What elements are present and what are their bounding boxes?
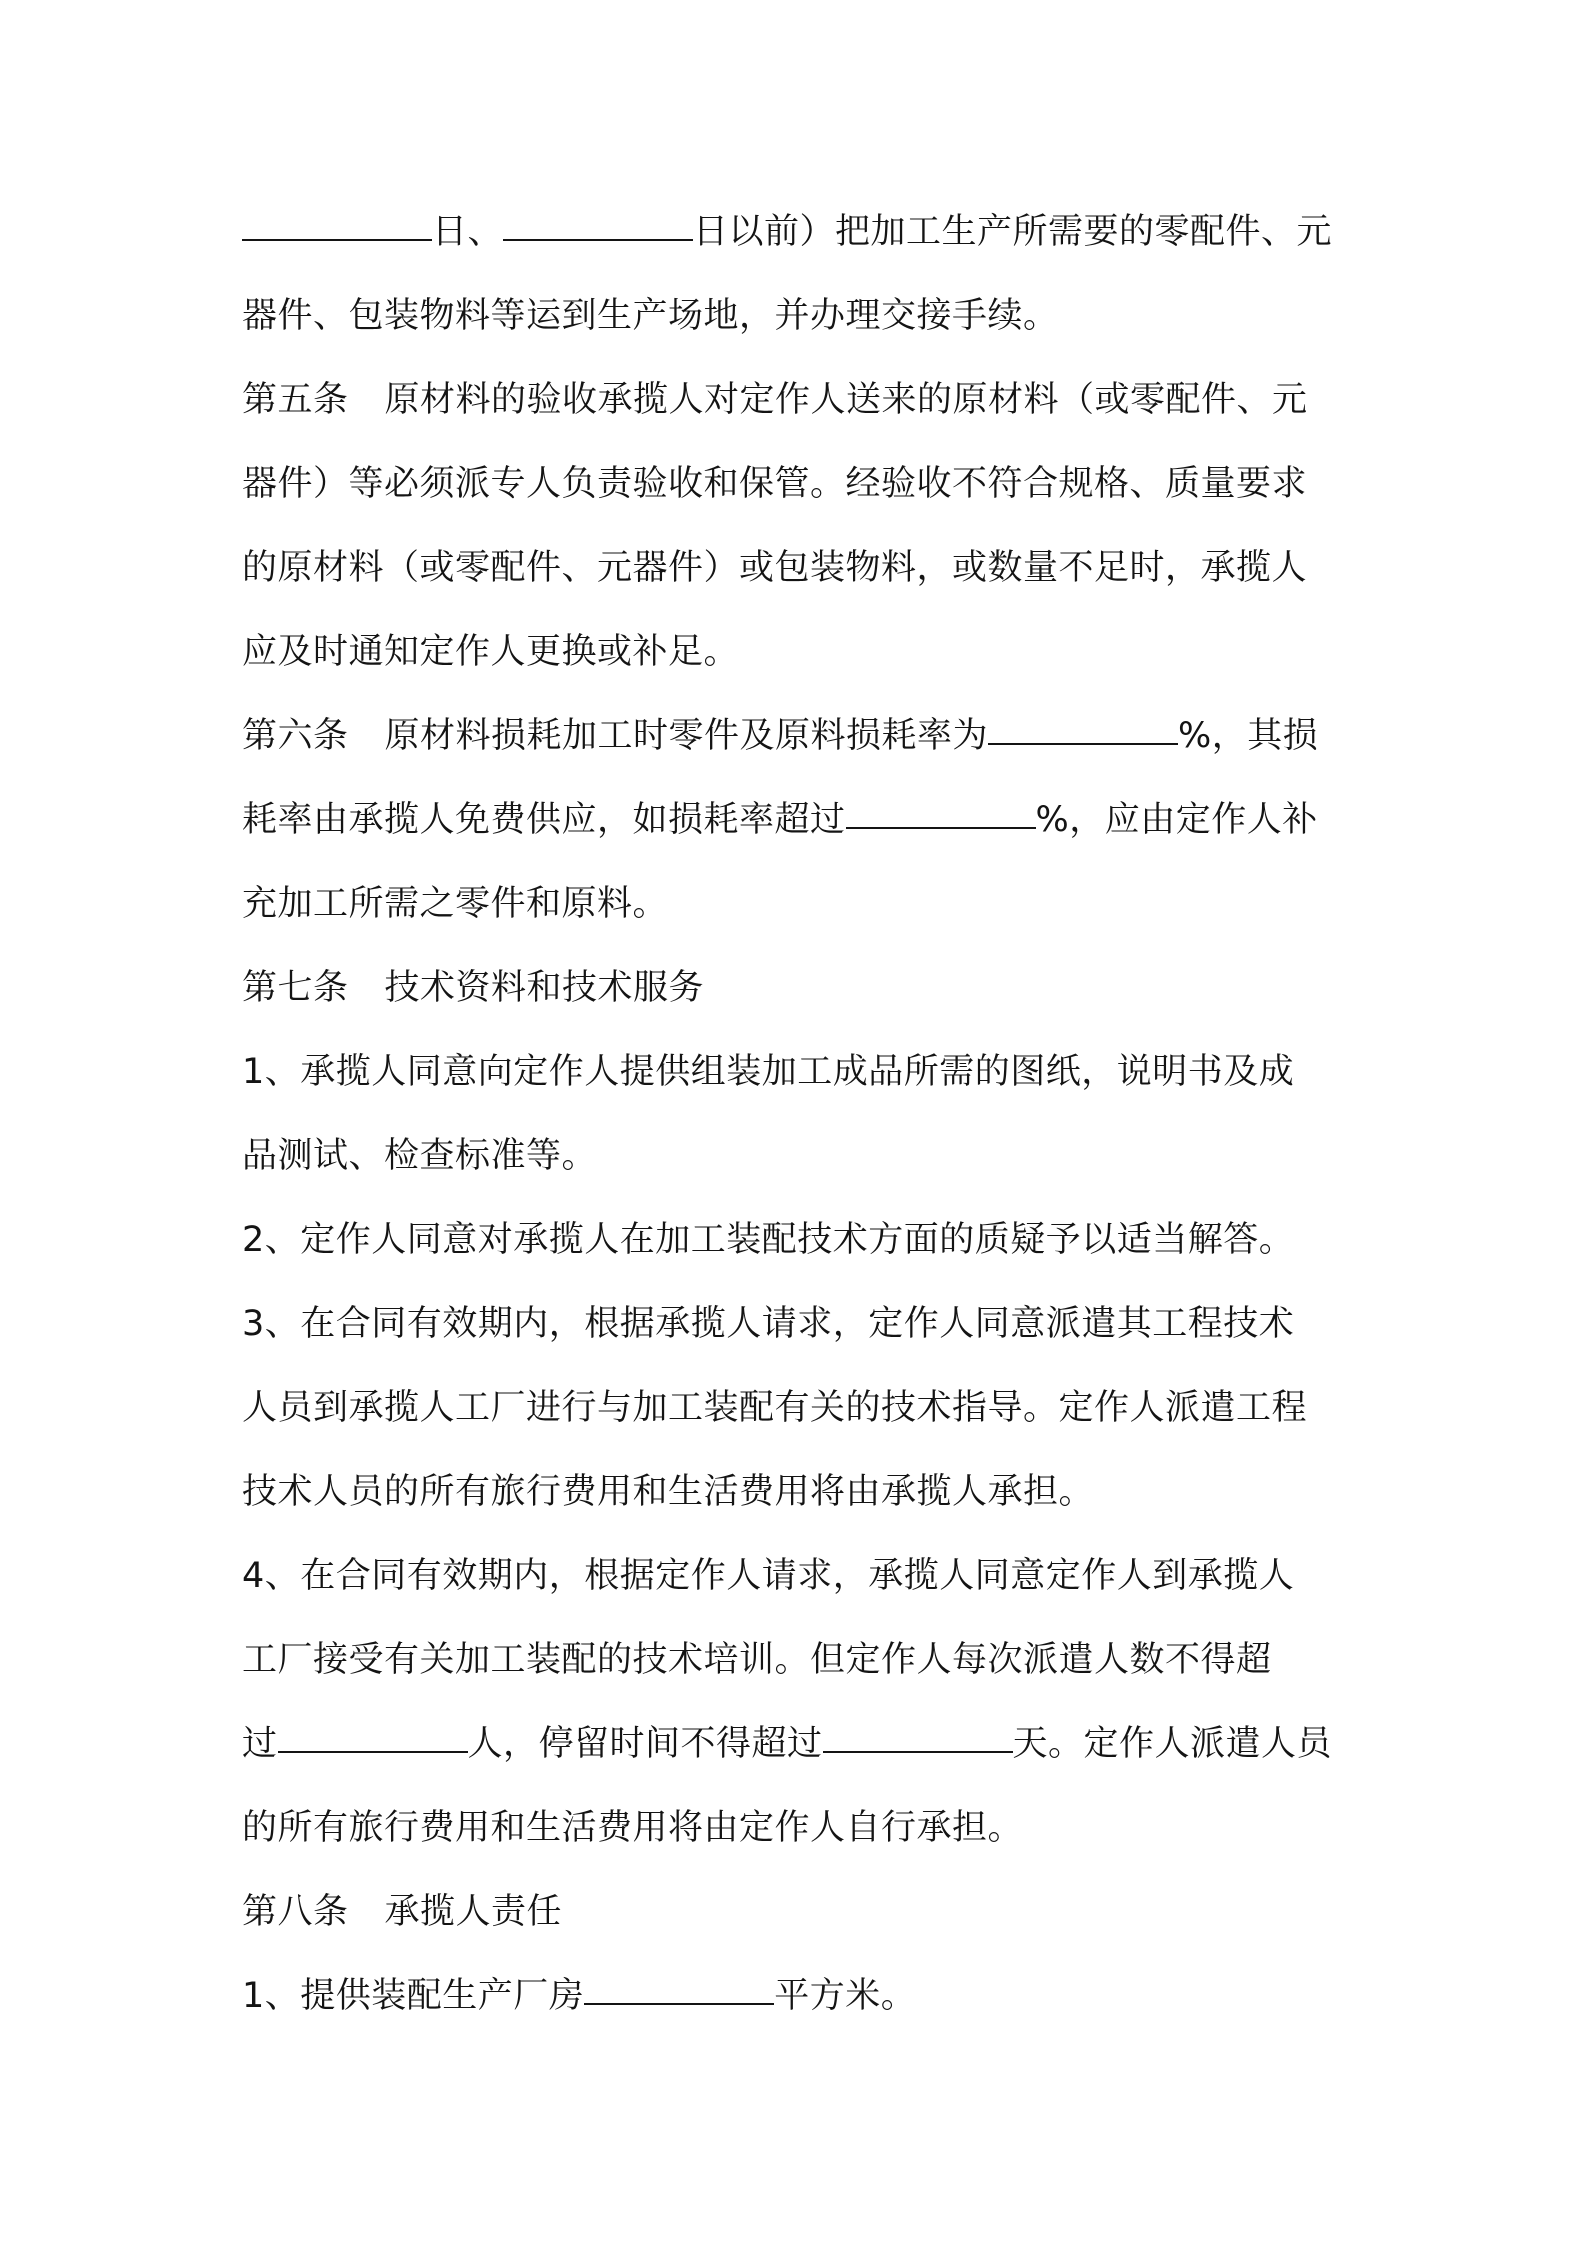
- text-line: 工厂接受有关加工装配的技术培训。但定作人每次派遣人数不得超: [242, 1640, 1272, 1680]
- text-segment: 平方米。: [774, 1976, 917, 2016]
- text-segment: %，应由定作人补: [1035, 800, 1318, 840]
- fill-blank-loss-limit: [846, 793, 1036, 829]
- article-7-heading: 第七条: [242, 968, 349, 1008]
- text-line: 器件）等必须派专人负责验收和保管。经验收不符合规格、质量要求: [242, 464, 1308, 504]
- article-7-title: 技术资料和技术服务: [384, 968, 705, 1008]
- text-line: [242, 778, 1364, 862]
- article-8-line: [242, 1870, 1364, 1954]
- article-7-line: [242, 946, 1364, 1030]
- article-8-heading: 第八条: [242, 1892, 349, 1932]
- text-segment: 原材料损耗加工时零件及原料损耗率为: [384, 716, 989, 756]
- text-line: 4、在合同有效期内，根据定作人请求，承揽人同意定作人到承揽人: [242, 1556, 1295, 1596]
- text-line: [242, 1954, 1364, 2038]
- contract-page: [242, 190, 1364, 2038]
- fill-blank-loss-rate: [988, 709, 1178, 745]
- text-line: 充加工所需之零件和原料。: [242, 884, 669, 924]
- text-line: 1、承揽人同意向定作人提供组装加工成品所需的图纸，说明书及成: [242, 1052, 1295, 1092]
- fill-blank-date: [242, 205, 432, 241]
- text-line: 品测试、检查标准等。: [242, 1136, 598, 1176]
- text-line: [242, 1702, 1364, 1786]
- text-line: 3、在合同有效期内，根据承揽人请求，定作人同意派遣其工程技术: [242, 1304, 1295, 1344]
- text-line: 的所有旅行费用和生活费用将由定作人自行承担。: [242, 1808, 1024, 1848]
- article-6-heading: 第六条: [242, 716, 349, 756]
- text-segment: 日以前）把加工生产所需要的零配件、元: [693, 212, 1333, 252]
- article-5-line: [242, 358, 1364, 442]
- text-segment: 耗率由承揽人免费供应，如损耗率超过: [242, 800, 846, 840]
- fill-blank-trainee-count: [278, 1717, 468, 1753]
- article-8-title: 承揽人责任: [384, 1892, 563, 1932]
- text-segment: 过: [242, 1724, 278, 1764]
- fill-blank-date: [503, 205, 693, 241]
- text-segment: 人，停留时间不得超过: [467, 1724, 823, 1764]
- text-line: 技术人员的所有旅行费用和生活费用将由承揽人承担。: [242, 1472, 1095, 1512]
- text-line: 的原材料（或零配件、元器件）或包装物料，或数量不足时，承揽人: [242, 548, 1308, 588]
- text-line: 2、定作人同意对承揽人在加工装配技术方面的质疑予以适当解答。: [242, 1220, 1295, 1260]
- text-segment: %，其损: [1178, 716, 1319, 756]
- text-line: 应及时通知定作人更换或补足。: [242, 632, 740, 672]
- fill-blank-floor-area: [584, 1969, 774, 2005]
- text-segment: 日、: [432, 212, 504, 252]
- text-segment: 天。定作人派遣人员: [1012, 1724, 1333, 1764]
- fill-blank-stay-days: [823, 1717, 1013, 1753]
- article-6-line: [242, 694, 1364, 778]
- text-line: 人员到承揽人工厂进行与加工装配有关的技术指导。定作人派遣工程: [242, 1388, 1308, 1428]
- article-5-heading: 第五条: [242, 380, 349, 420]
- text-line: [242, 190, 1364, 274]
- text-segment: 原材料的验收承揽人对定作人送来的原材料（或零配件、元: [384, 380, 1308, 420]
- text-line: 器件、包装物料等运到生产场地，并办理交接手续。: [242, 296, 1059, 336]
- text-segment: 1、提供装配生产厂房: [242, 1976, 585, 2016]
